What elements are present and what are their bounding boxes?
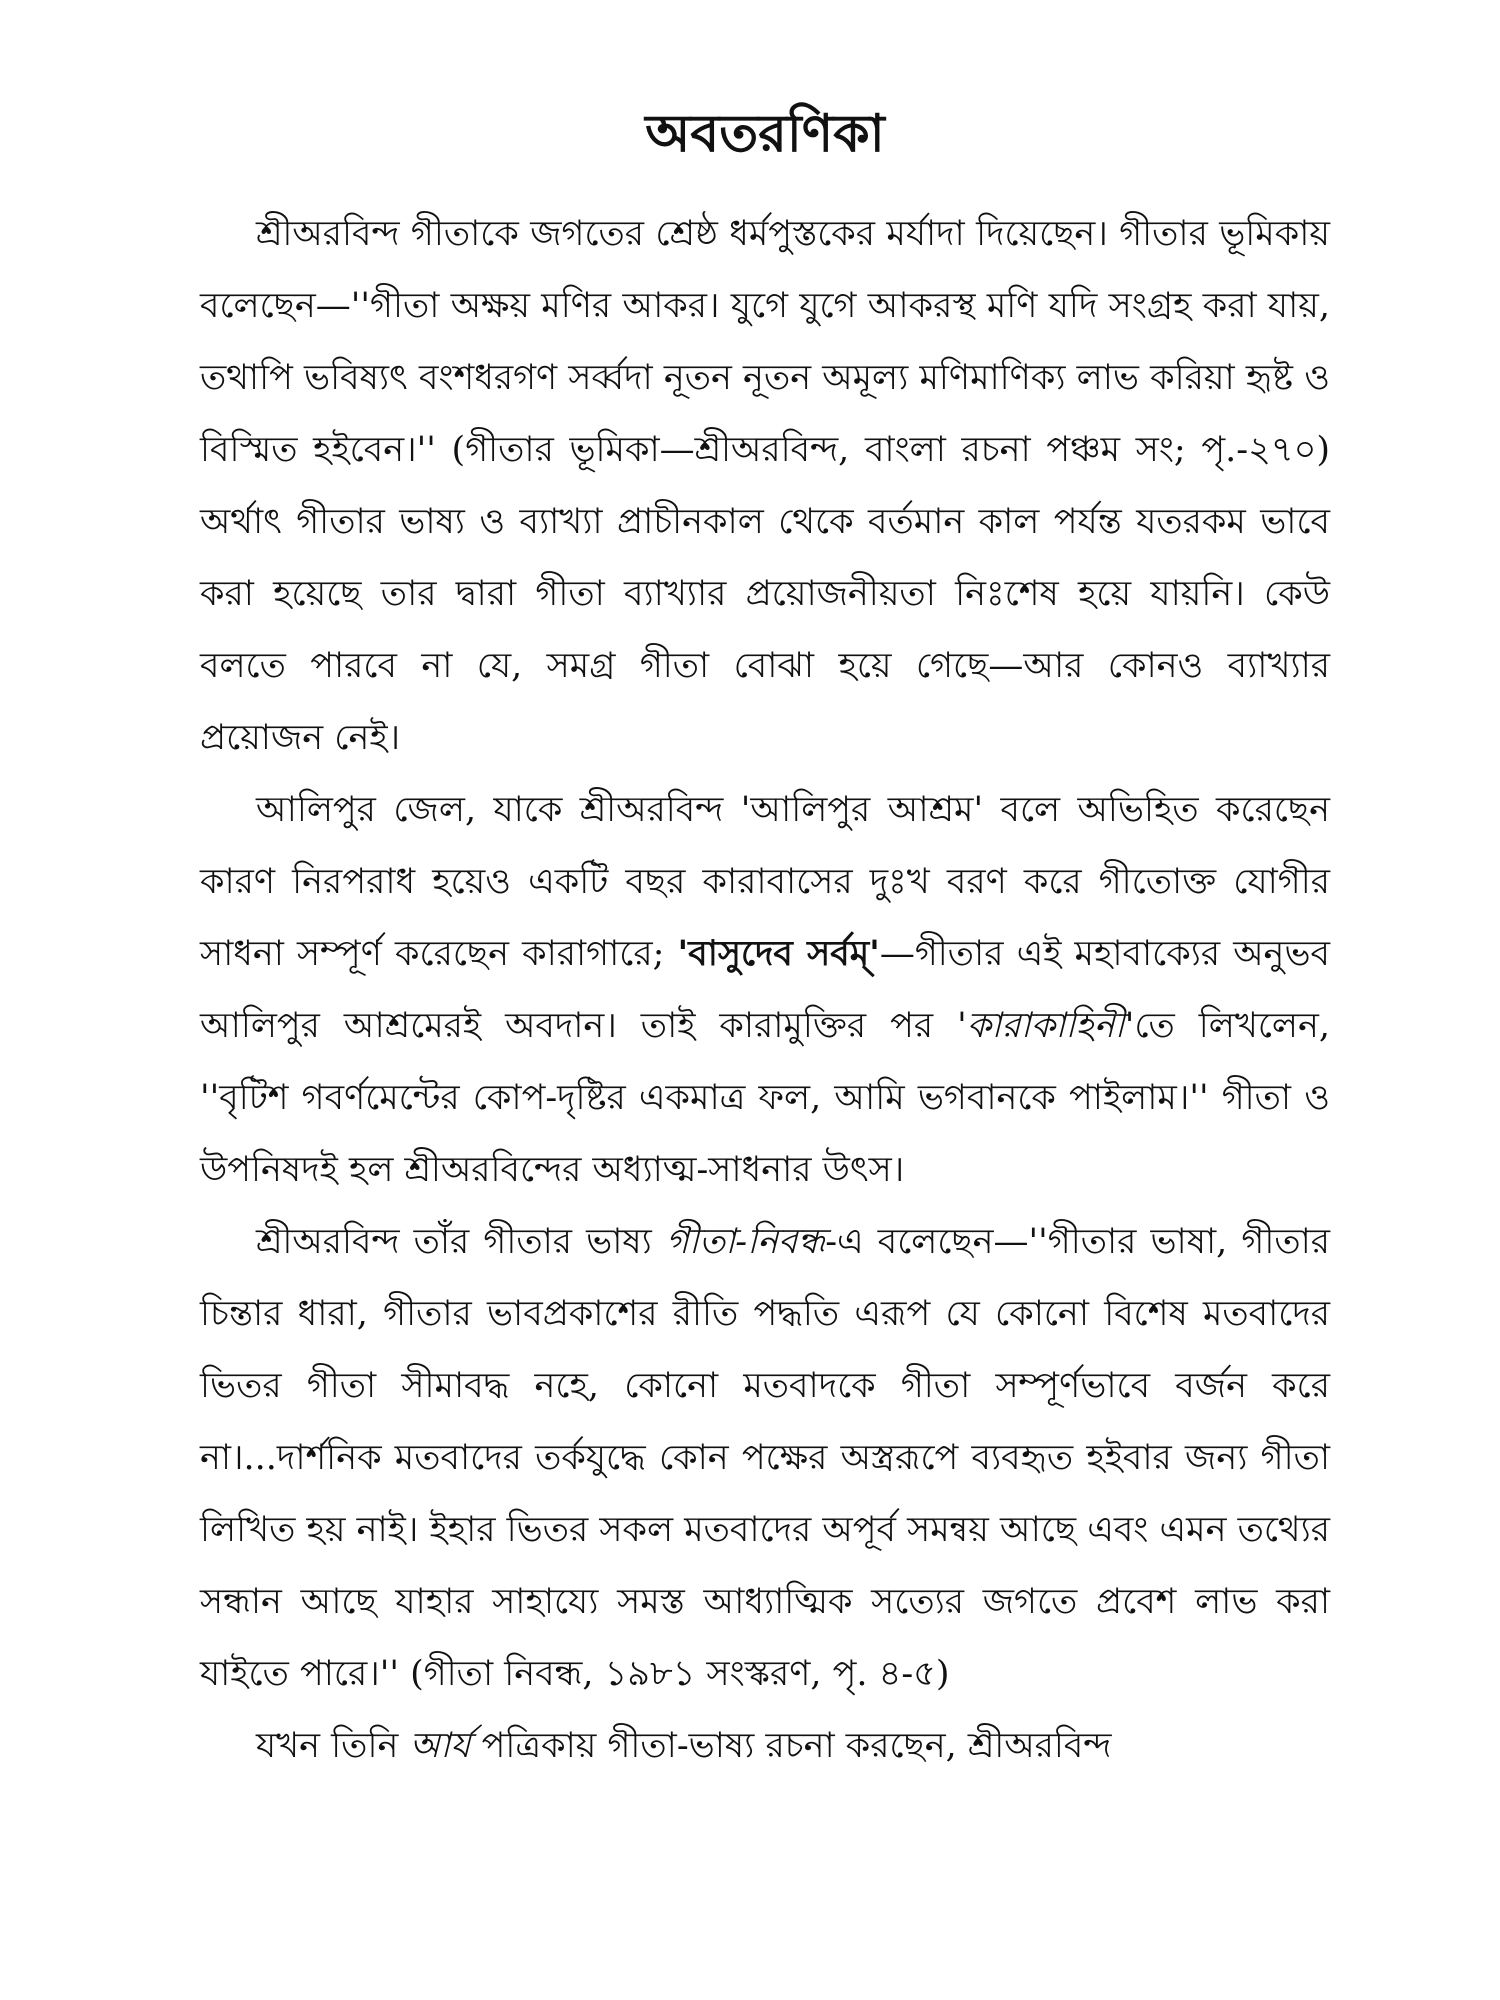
paragraph-3-text-a: শ্রীঅরবিন্দ তাঁর গীতার ভাষ্য xyxy=(256,1221,666,1262)
paragraph-1: শ্রীঅরবিন্দ গীতাকে জগতের শ্রেষ্ঠ ধর্মপুস্তকের মর্যাদা দিয়েছেন। গীতার ভূমিকায় বলেছেন—''গীতা অক্ষয় মণির আকর। যুগে যুগে আকরস্থ মণি যদি সংগ্রহ করা যায়, তথাপি ভবিষ্যৎ বংশধরগণ সর্ব্বদা নূতন নূতন অমূল্য মণিমাণিক্য লাভ করিয়া হৃষ্ট ও বিস্মিত হইবেন।'' (গীতার ভূমিকা—শ্রীঅরবিন্দ, বাংলা রচনা পঞ্চম সং; পৃ.-২৭০) অর্থাৎ গীতার ভাষ্য ও ব্যাখ্যা প্রাচীনকাল থেকে বর্তমান কাল পর্যন্ত যতরকম ভাবে করা হয়েছে তার দ্বারা গীতা ব্যাখ্যার প্রয়োজনীয়তা নিঃশেষ হয়ে যায়নি। কেউ বলতে পারবে না যে, সমগ্র গীতা বোঝা হয়ে গেছে—আর কোনও ব্যাখ্যার প্রয়োজন নেই। xyxy=(200,213,1330,758)
paragraph-3-italic-title: গীতা-নিবন্ধ xyxy=(665,1221,826,1262)
paragraph-2 xyxy=(200,774,1330,1206)
paragraph-2-text-a: আলিপুর জেল, যাকে শ্রীঅরবিন্দ 'আলিপুর আশ্রম' বলে অভিহিত করেছেন কারণ নিরপরাধ হয়েও একটি বছর কারাবাসের দুঃখ বরণ করে গীতোক্ত যোগীর সাধনা সম্পূর্ণ করেছেন কারাগারে; xyxy=(200,789,1330,974)
paragraph-4-italic-title: আর্য xyxy=(409,1725,471,1766)
paragraph-2-text-b: —গীতার এই মহাবাক্যের অনুভব আলিপুর আশ্রমেরই অবদান। তাই কারামুক্তির পর xyxy=(200,933,1330,1046)
page-title: অবতরণিকা xyxy=(645,103,885,164)
paragraph-3-text-b: -এ বলেছেন—''গীতার ভাষা, গীতার চিন্তার ধারা, গীতার ভাবপ্রকাশের রীতি পদ্ধতি এরূপ যে কোনো বিশেষ মতবাদের ভিতর গীতা সীমাবদ্ধ নহে, কোনো মতবাদকে গীতা সম্পূর্ণভাবে বর্জন করে না।...দার্শনিক মতবাদের তর্কযুদ্ধে কোন পক্ষের অস্ত্ররূপে ব্যবহৃত হইবার জন্য গীতা লিখিত হয় নাই। ইহার ভিতর সকল মতবাদের অপূর্ব সমন্বয় আছে এবং এমন তথ্যের সন্ধান আছে যাহার সাহায্যে সমস্ত আধ্যাত্মিক সত্যের জগতে প্রবেশ লাভ করা যাইতে পারে।'' (গীতা নিবন্ধ, ১৯৮১ সংস্করণ, পৃ. ৪-৫) xyxy=(200,1221,1330,1694)
page-content xyxy=(200,100,1330,1900)
paragraph-4 xyxy=(200,1710,1330,1782)
paragraph-2-italic-title: 'কারাকাহিনী' xyxy=(957,1005,1135,1046)
paragraph-2-text-c: তে লিখলেন, ''বৃটিশ গবর্ণমেন্টের কোপ-দৃষ্টির একমাত্র ফল, আমি ভগবানকে পাইলাম।'' গীতা ও উপনিষদই হল শ্রীঅরবিন্দের অধ্যাত্ম-সাধনার উৎস। xyxy=(200,1005,1330,1190)
paragraph-4-text-b: পত্রিকায় গীতা-ভাষ্য রচনা করছেন, শ্রীঅরবিন্দ xyxy=(470,1725,1112,1766)
paragraph-4-text-a: যখন তিনি xyxy=(256,1725,410,1766)
paragraph-2-bold-phrase: 'বাসুদেব সর্বম্' xyxy=(677,932,880,974)
paragraph-3 xyxy=(200,1206,1330,1710)
